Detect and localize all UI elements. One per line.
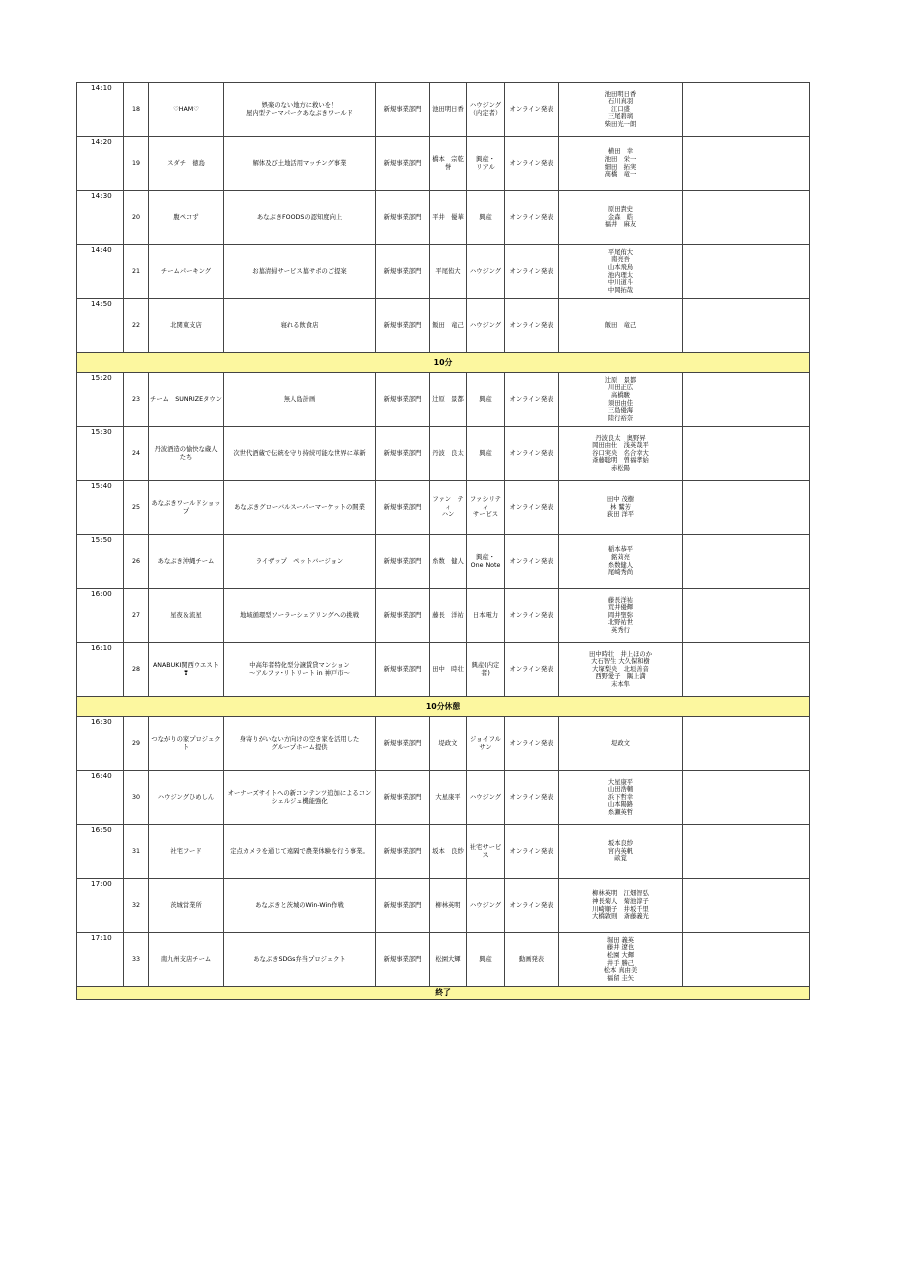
entry-number: 29 bbox=[124, 717, 149, 771]
entry-number: 33 bbox=[124, 933, 149, 987]
member-list: 坂本良紗 宮内英帆 畝覚 bbox=[559, 825, 683, 879]
leader-name: 柳林英明 bbox=[430, 879, 467, 933]
leader-name: ファン ティ ハン bbox=[430, 481, 467, 535]
business-unit: ハウジング （内定者） bbox=[467, 83, 505, 137]
member-list: 稲本恭平 銘苅亮 糸数健人 尾崎秀尚 bbox=[559, 535, 683, 589]
schedule-table bbox=[76, 82, 810, 1000]
presentation-title: 身寄りがいない方向けの空き家を活用した グループホーム提供 bbox=[224, 717, 376, 771]
presentation-format: オンライン発表 bbox=[505, 825, 559, 879]
presentation-title: 次世代酒蔵で伝統を守り持続可能な世界に革新 bbox=[224, 427, 376, 481]
schedule-row bbox=[77, 643, 810, 697]
schedule-row bbox=[77, 825, 810, 879]
department: 新規事業部門 bbox=[376, 299, 430, 353]
time-cell: 15:40 bbox=[77, 481, 124, 535]
presentation-format: オンライン発表 bbox=[505, 879, 559, 933]
business-unit: 日本電力 bbox=[467, 589, 505, 643]
time-cell: 15:30 bbox=[77, 427, 124, 481]
notes-cell bbox=[683, 535, 810, 589]
leader-name: 糸数 健人 bbox=[430, 535, 467, 589]
time-cell: 17:00 bbox=[77, 879, 124, 933]
business-unit: ハウジング bbox=[467, 245, 505, 299]
notes-cell bbox=[683, 137, 810, 191]
notes-cell bbox=[683, 481, 810, 535]
leader-name: 坂本 良紗 bbox=[430, 825, 467, 879]
entry-number: 25 bbox=[124, 481, 149, 535]
member-list: 原田貴史 金森 皓 福井 麻友 bbox=[559, 191, 683, 245]
notes-cell bbox=[683, 879, 810, 933]
member-list: 横田 幸 池田 栄一 細田 拓実 髙橋 竜一 bbox=[559, 137, 683, 191]
member-list: 丹波良太 奥野昇 岡田由仕 浅英哉平 谷口実央 名合幸大 斎藤聡明 曽福孝始 赤松陽 bbox=[559, 427, 683, 481]
member-list: 辻原 景都 川田正広 高橋駿 須田由佳 三島優海 陸行裕奈 bbox=[559, 373, 683, 427]
leader-name: 辻原 景都 bbox=[430, 373, 467, 427]
entry-number: 28 bbox=[124, 643, 149, 697]
presentation-title: 地域循環型ソーラーシェアリングへの挑戦 bbox=[224, 589, 376, 643]
time-cell: 14:50 bbox=[77, 299, 124, 353]
business-unit: ジョイフル サン bbox=[467, 717, 505, 771]
team-name: ハウジングひめしん bbox=[149, 771, 224, 825]
time-cell: 14:10 bbox=[77, 83, 124, 137]
presentation-title: 定点カメラを通じて遠隔で農業体験を行う事業。 bbox=[224, 825, 376, 879]
member-list: 田中 茂樹 林 鷲芳 荻田 洋平 bbox=[559, 481, 683, 535]
leader-name: 大星康平 bbox=[430, 771, 467, 825]
member-list: 平尾侑大 南亮吾 山本飛鳥 池内理太 中川道斗 中岡拓哉 bbox=[559, 245, 683, 299]
department: 新規事業部門 bbox=[376, 137, 430, 191]
presentation-format: オンライン発表 bbox=[505, 245, 559, 299]
leader-name: 池田明日香 bbox=[430, 83, 467, 137]
notes-cell bbox=[683, 825, 810, 879]
time-cell: 17:10 bbox=[77, 933, 124, 987]
team-name: 茨城営業所 bbox=[149, 879, 224, 933]
notes-cell bbox=[683, 933, 810, 987]
member-list: 柳林英明 江畑智弘 神長菊人 菊池淳子 川崎順子 井坂千里 大橋敦則 斎藤義光 bbox=[559, 879, 683, 933]
schedule-row bbox=[77, 137, 810, 191]
time-cell: 16:00 bbox=[77, 589, 124, 643]
team-name: つながりの家プロジェク ト bbox=[149, 717, 224, 771]
break-row bbox=[77, 697, 810, 717]
presentation-format: オンライン発表 bbox=[505, 427, 559, 481]
time-cell: 16:50 bbox=[77, 825, 124, 879]
notes-cell bbox=[683, 245, 810, 299]
business-unit: ハウジング bbox=[467, 879, 505, 933]
presentation-title: お墓清掃サービス墓サポのご提案 bbox=[224, 245, 376, 299]
member-list: 田中時壮 井上ほのか 大石智生 大久保和樹 大塚梨央 北垣善音 西野愛子 隅上満 末本隼 bbox=[559, 643, 683, 697]
presentation-format: オンライン発表 bbox=[505, 299, 559, 353]
presentation-title: 寝れる飲食店 bbox=[224, 299, 376, 353]
schedule-row bbox=[77, 535, 810, 589]
member-list: 堤政文 bbox=[559, 717, 683, 771]
entry-number: 27 bbox=[124, 589, 149, 643]
presentation-title: 娯楽のない地方に救いを！ 屋内型テーマパークあなぶきワールド bbox=[224, 83, 376, 137]
leader-name: 田中 時壮 bbox=[430, 643, 467, 697]
team-name: ♡HAM♡ bbox=[149, 83, 224, 137]
schedule-row bbox=[77, 933, 810, 987]
entry-number: 20 bbox=[124, 191, 149, 245]
team-name: チームパーキング bbox=[149, 245, 224, 299]
presentation-title: あなぶきFOODSの認知度向上 bbox=[224, 191, 376, 245]
presentation-format: オンライン発表 bbox=[505, 643, 559, 697]
schedule-row bbox=[77, 879, 810, 933]
member-list: 堀田 義英 藤井 遼也 松園 大輝 井手 勝己 松本 真由美 福留 圭矢 bbox=[559, 933, 683, 987]
schedule-row bbox=[77, 373, 810, 427]
business-unit: 興産・ One Note bbox=[467, 535, 505, 589]
entry-number: 21 bbox=[124, 245, 149, 299]
department: 新規事業部門 bbox=[376, 535, 430, 589]
presentation-format: オンライン発表 bbox=[505, 481, 559, 535]
leader-name: 藤長 洋祐 bbox=[430, 589, 467, 643]
team-name: ANABUKI関西ウエスト ❣ bbox=[149, 643, 224, 697]
break-row bbox=[77, 353, 810, 373]
presentation-format: オンライン発表 bbox=[505, 771, 559, 825]
entry-number: 24 bbox=[124, 427, 149, 481]
presentation-format: オンライン発表 bbox=[505, 535, 559, 589]
time-cell: 14:20 bbox=[77, 137, 124, 191]
team-name: チーム SUNRIZEタウン bbox=[149, 373, 224, 427]
department: 新規事業部門 bbox=[376, 589, 430, 643]
presentation-format: オンライン発表 bbox=[505, 83, 559, 137]
presentation-title: 解体及び土地活用マッチング事業 bbox=[224, 137, 376, 191]
notes-cell bbox=[683, 191, 810, 245]
schedule-row bbox=[77, 717, 810, 771]
presentation-title: あなぶきSDGs弁当プロジェクト bbox=[224, 933, 376, 987]
leader-name: 橋本 宗乾 誉 bbox=[430, 137, 467, 191]
leader-name: 丹波 良太 bbox=[430, 427, 467, 481]
presentation-title: ライザップ ペットバージョン bbox=[224, 535, 376, 589]
department: 新規事業部門 bbox=[376, 245, 430, 299]
notes-cell bbox=[683, 717, 810, 771]
business-unit: ハウジング bbox=[467, 771, 505, 825]
time-cell: 15:50 bbox=[77, 535, 124, 589]
entry-number: 19 bbox=[124, 137, 149, 191]
department: 新規事業部門 bbox=[376, 825, 430, 879]
leader-name: 平尾侑大 bbox=[430, 245, 467, 299]
entry-number: 23 bbox=[124, 373, 149, 427]
presentation-format: オンライン発表 bbox=[505, 717, 559, 771]
department: 新規事業部門 bbox=[376, 771, 430, 825]
business-unit: 社宅サービ ス bbox=[467, 825, 505, 879]
presentation-format: 動画発表 bbox=[505, 933, 559, 987]
notes-cell bbox=[683, 643, 810, 697]
leader-name: 飯田 竜己 bbox=[430, 299, 467, 353]
schedule-row bbox=[77, 481, 810, 535]
department: 新規事業部門 bbox=[376, 373, 430, 427]
presentation-format: オンライン発表 bbox=[505, 589, 559, 643]
department: 新規事業部門 bbox=[376, 643, 430, 697]
business-unit: 興産 bbox=[467, 933, 505, 987]
department: 新規事業部門 bbox=[376, 427, 430, 481]
entry-number: 26 bbox=[124, 535, 149, 589]
team-name: スダチ 徳島 bbox=[149, 137, 224, 191]
team-name: 腹ペコず bbox=[149, 191, 224, 245]
notes-cell bbox=[683, 771, 810, 825]
time-cell: 16:40 bbox=[77, 771, 124, 825]
presentation-format: オンライン発表 bbox=[505, 191, 559, 245]
time-cell: 16:10 bbox=[77, 643, 124, 697]
team-name: 星夜＆流星 bbox=[149, 589, 224, 643]
notes-cell bbox=[683, 589, 810, 643]
business-unit: 興産(内定 者) bbox=[467, 643, 505, 697]
schedule-row bbox=[77, 427, 810, 481]
entry-number: 30 bbox=[124, 771, 149, 825]
presentation-format: オンライン発表 bbox=[505, 137, 559, 191]
break-label: 10分 bbox=[77, 353, 810, 373]
notes-cell bbox=[683, 299, 810, 353]
time-cell: 15:20 bbox=[77, 373, 124, 427]
notes-cell bbox=[683, 373, 810, 427]
schedule-row bbox=[77, 245, 810, 299]
business-unit: ファシリティ サービス bbox=[467, 481, 505, 535]
department: 新規事業部門 bbox=[376, 933, 430, 987]
entry-number: 22 bbox=[124, 299, 149, 353]
business-unit: 興産 bbox=[467, 427, 505, 481]
business-unit: 興産 bbox=[467, 373, 505, 427]
schedule-row bbox=[77, 299, 810, 353]
entry-number: 31 bbox=[124, 825, 149, 879]
schedule-row bbox=[77, 771, 810, 825]
leader-name: 平井 優華 bbox=[430, 191, 467, 245]
presentation-title: 中高年者特化型分譲賃貸マンション ～アルファ･リトリート in 神戸市～ bbox=[224, 643, 376, 697]
leader-name: 堤政文 bbox=[430, 717, 467, 771]
team-name: 北関東支店 bbox=[149, 299, 224, 353]
department: 新規事業部門 bbox=[376, 481, 430, 535]
presentation-title: オーナーズサイトへの新コンテンツ追加によるコン シェルジュ機能強化 bbox=[224, 771, 376, 825]
department: 新規事業部門 bbox=[376, 83, 430, 137]
time-cell: 14:30 bbox=[77, 191, 124, 245]
team-name: 南九州支店チーム bbox=[149, 933, 224, 987]
presentation-title: あなぶきグローバルスーパーマーケットの開業 bbox=[224, 481, 376, 535]
break-label: 終了 bbox=[77, 987, 810, 1000]
member-list: 藤長洋祐 荒井優輝 岡井聖弥 北野祐世 英秀行 bbox=[559, 589, 683, 643]
schedule-row bbox=[77, 83, 810, 137]
department: 新規事業部門 bbox=[376, 717, 430, 771]
team-name: あなぶきワールドショッ プ bbox=[149, 481, 224, 535]
notes-cell bbox=[683, 83, 810, 137]
team-name: 社宅フード bbox=[149, 825, 224, 879]
entry-number: 18 bbox=[124, 83, 149, 137]
presentation-title: あなぶきと茨城のWin-Win作戦 bbox=[224, 879, 376, 933]
leader-name: 松園大輝 bbox=[430, 933, 467, 987]
end-row bbox=[77, 987, 810, 1000]
business-unit: ハウジング bbox=[467, 299, 505, 353]
entry-number: 32 bbox=[124, 879, 149, 933]
member-list: 大星康平 山田浩輔 浜下哲幸 山本陽路 糸瀬英哲 bbox=[559, 771, 683, 825]
member-list: 池田明日香 石川真羽 江口盛 三尾碧璃 柴田光一朗 bbox=[559, 83, 683, 137]
department: 新規事業部門 bbox=[376, 879, 430, 933]
business-unit: 興産・ リアル bbox=[467, 137, 505, 191]
department: 新規事業部門 bbox=[376, 191, 430, 245]
business-unit: 興産 bbox=[467, 191, 505, 245]
time-cell: 16:30 bbox=[77, 717, 124, 771]
member-list: 飯田 竜己 bbox=[559, 299, 683, 353]
team-name: あなぶき沖縄チーム bbox=[149, 535, 224, 589]
presentation-format: オンライン発表 bbox=[505, 373, 559, 427]
schedule-row bbox=[77, 191, 810, 245]
notes-cell bbox=[683, 427, 810, 481]
presentation-title: 無人島計画 bbox=[224, 373, 376, 427]
break-label: 10分休憩 bbox=[77, 697, 810, 717]
schedule-row bbox=[77, 589, 810, 643]
team-name: 丹波酒造の愉快な蔵人 たち bbox=[149, 427, 224, 481]
time-cell: 14:40 bbox=[77, 245, 124, 299]
